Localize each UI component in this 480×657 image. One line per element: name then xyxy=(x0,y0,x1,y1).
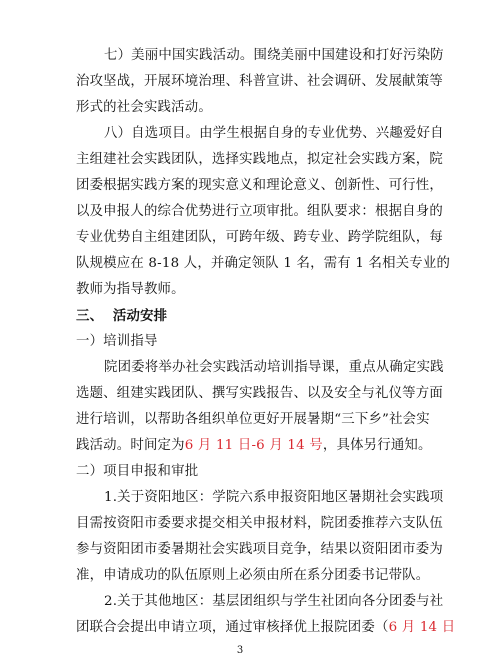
sub1-line1: 院团委将举办社会实践活动培训指导课，重点从确定实践 xyxy=(104,360,444,375)
sub2-p2-line2 xyxy=(76,619,455,637)
sec7-line1: 七）美丽中国实践活动。围绕美丽中国建设和打好污染防 xyxy=(104,48,444,63)
page-number: 3 xyxy=(236,645,244,656)
sub2-p1-line4: 准，申请成功的队伍原则上必须由所在系分团委书记带队。 xyxy=(76,568,430,583)
sub2-p1-line3: 参与资阳团市委暑期社会实践项目竞争，结果以资阳团市委为 xyxy=(76,542,443,557)
sub1-title: 一）培训指导 xyxy=(76,334,158,349)
sec8-line4: 以及申报人的综合优势进行立项审批。组队要求：根据自身的 xyxy=(76,204,443,219)
sec7-line2: 治攻坚战，开展环境治理、科普宣讲、社会调研、发展献策等 xyxy=(76,74,443,89)
section-heading-3: 三、 活动安排 xyxy=(76,308,168,324)
training-date-highlight: 6 月 11 日-6 月 14 号 xyxy=(184,438,323,453)
sec8-line1: 八）自选项目。由学生根据自身的专业优势、兴趣爱好自 xyxy=(104,126,444,141)
sub1-line3: 进行培训，以帮助各组织单位更好开展暑期“三下乡”社会实 xyxy=(76,412,430,427)
sub1-line4-tail: ，具体另行通知。 xyxy=(322,438,432,453)
sec7-line3: 形式的社会实践活动。 xyxy=(76,100,212,115)
sub2-p2-line2-text: 团联合会提出申请立项，通过审核择优上报院团委（ xyxy=(76,620,389,635)
sub1-line4 xyxy=(76,437,432,455)
sec8-line2: 主组建社会实践团队，选择实践地点，拟定社会实践方案，院 xyxy=(76,152,443,167)
sec8-line5: 专业优势自主组建团队，可跨年级、跨专业、跨学院组队，每 xyxy=(76,230,443,245)
sub1-line2: 选题、组建实践团队、撰写实践报告、以及安全与礼仪等方面 xyxy=(76,386,443,401)
sec8-line6: 队规模应在 8-18 人，并确定领队 1 名，需有 1 名相关专业的 xyxy=(76,256,451,271)
deadline-date-highlight: 6 月 14 日 xyxy=(388,620,456,635)
sub1-line4-text: 践活动。时间定为 xyxy=(76,438,185,453)
sec8-line3: 团委根据实践方案的现实意义和理论意义、创新性、可行性， xyxy=(76,178,443,193)
sec8-line7: 教师为指导教师。 xyxy=(76,282,185,297)
sub2-title: 二）项目申报和审批 xyxy=(76,464,199,479)
sub2-p2-line1: 2.关于其他地区：基层团组织与学生社团向各分团委与社 xyxy=(104,594,444,609)
sub2-p1-line1: 1.关于资阳地区：学院六系申报资阳地区暑期社会实践项 xyxy=(104,490,444,505)
sub2-p1-line2: 目需按资阳市委要求提交相关申报材料，院团委推荐六支队伍 xyxy=(76,516,443,531)
